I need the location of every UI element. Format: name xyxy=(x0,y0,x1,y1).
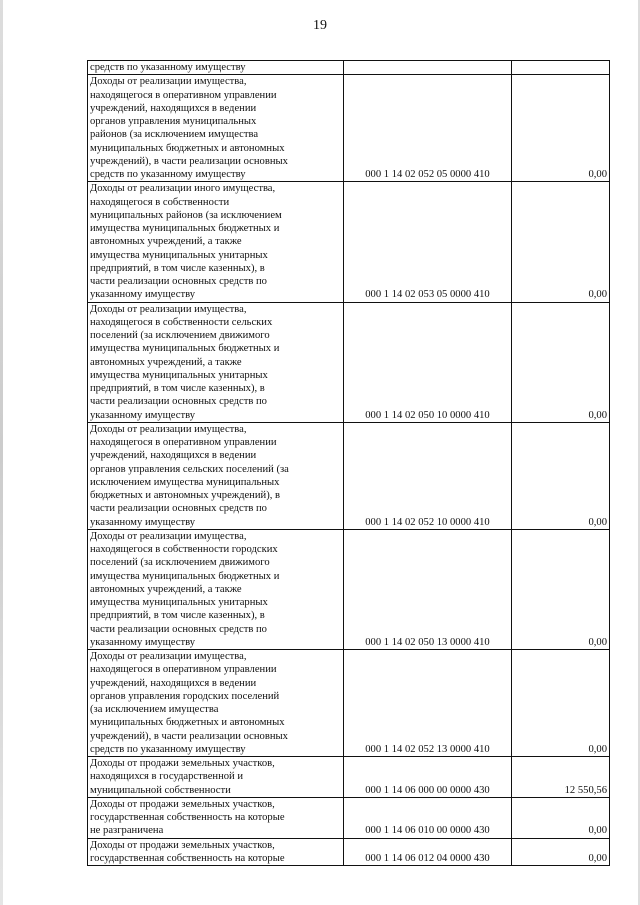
budget-code-cell: 000 1 14 02 050 10 0000 410 xyxy=(344,302,512,422)
table-row xyxy=(88,302,610,422)
table-row xyxy=(88,838,610,866)
table-row xyxy=(88,529,610,649)
budget-code-cell: 000 1 14 02 052 10 0000 410 xyxy=(344,422,512,529)
amount-cell: 0,00 xyxy=(512,838,610,866)
budget-code-cell: 000 1 14 02 052 05 0000 410 xyxy=(344,75,512,182)
table-row xyxy=(88,797,610,838)
revenue-name-cell: Доходы от продажи земельных участков, находящихся в государственной и муниципальной собственности xyxy=(88,757,344,798)
amount-cell: 0,00 xyxy=(512,797,610,838)
amount-cell: 0,00 xyxy=(512,529,610,649)
revenue-name-cell: Доходы от реализации имущества, находящегося в оперативном управлении учреждений, находящихся в ведении органов управления муниципальных районов (за исключением имущества муниципальных бюджетных и автономных учреждений), в части реализации основных средств по указанному имуществу xyxy=(88,75,344,182)
revenue-table xyxy=(87,60,610,866)
budget-code-cell: 000 1 14 06 010 00 0000 430 xyxy=(344,797,512,838)
budget-code-cell: 000 1 14 02 053 05 0000 410 xyxy=(344,182,512,302)
revenue-name-cell: Доходы от реализации имущества, находящегося в собственности городских поселений (за исключением движимого имущества муниципальных бюджетных и автономных учреждений, а также имущества муниципальных унитарных предприятий, в том числе казенных), в части реализации основных средств по указанному имуществу xyxy=(88,529,344,649)
budget-code-cell: 000 1 14 02 052 13 0000 410 xyxy=(344,650,512,757)
budget-code-cell: 000 1 14 02 050 13 0000 410 xyxy=(344,529,512,649)
amount-cell xyxy=(512,61,610,75)
amount-cell: 0,00 xyxy=(512,422,610,529)
amount-cell: 0,00 xyxy=(512,75,610,182)
revenue-name-cell: Доходы от реализации имущества, находящегося в оперативном управлении учреждений, находящихся в ведении органов управления сельских поселений (за исключением имущества муниципальных бюджетных и автономных учреждений), в части реализации основных средств по указанному имуществу xyxy=(88,422,344,529)
budget-code-cell: 000 1 14 06 000 00 0000 430 xyxy=(344,757,512,798)
scan-edge-left xyxy=(0,0,3,905)
amount-cell: 0,00 xyxy=(512,302,610,422)
amount-cell: 0,00 xyxy=(512,650,610,757)
table-row xyxy=(88,422,610,529)
page-number: 19 xyxy=(313,18,327,33)
budget-code-cell xyxy=(344,61,512,75)
table-row xyxy=(88,757,610,798)
revenue-name-cell: средств по указанному имуществу xyxy=(88,61,344,75)
table-row xyxy=(88,61,610,75)
table-row xyxy=(88,182,610,302)
table-row xyxy=(88,75,610,182)
table-row xyxy=(88,650,610,757)
revenue-name-cell: Доходы от реализации имущества, находящегося в собственности сельских поселений (за исключением движимого имущества муниципальных бюджетных и автономных учреждений, а также имущества муниципальных унитарных предприятий, в том числе казенных), в части реализации основных средств по указанному имуществу xyxy=(88,302,344,422)
amount-cell: 0,00 xyxy=(512,182,610,302)
budget-code-cell: 000 1 14 06 012 04 0000 430 xyxy=(344,838,512,866)
revenue-name-cell: Доходы от реализации имущества, находящегося в оперативном управлении учреждений, находящихся в ведении органов управления городских поселений (за исключением имущества муниципальных бюджетных и автономных учреждений), в части реализации основных средств по указанному имуществу xyxy=(88,650,344,757)
revenue-name-cell: Доходы от продажи земельных участков, государственная собственность на которые xyxy=(88,838,344,866)
revenue-name-cell: Доходы от продажи земельных участков, государственная собственность на которые не разграничена xyxy=(88,797,344,838)
amount-cell: 12 550,56 xyxy=(512,757,610,798)
revenue-name-cell: Доходы от реализации иного имущества, находящегося в собственности муниципальных районов (за исключением имущества муниципальных бюджетных и автономных учреждений, а также имущества муниципальных унитарных предприятий, в том числе казенных), в части реализации основных средств по указанному имуществу xyxy=(88,182,344,302)
